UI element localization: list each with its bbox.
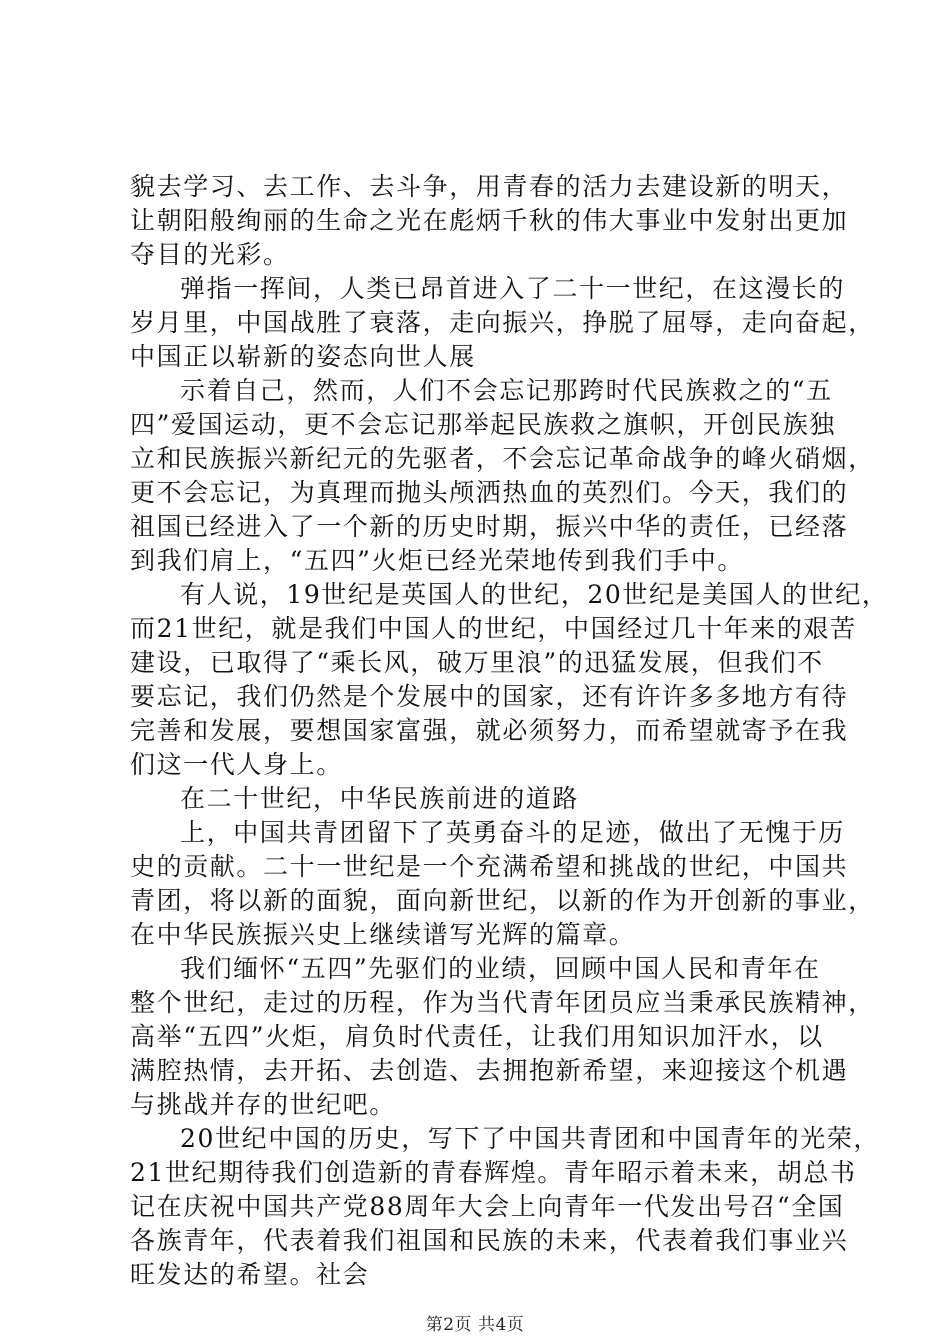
text-line: 四”爱国运动，更不会忘记那举起民族救之旗帜，开创民族独 [130,410,836,439]
text-line: 貌去学习、去工作、去斗争，用青春的活力去建设新的明天， [130,172,849,201]
text-line: 完善和发展，要想国家富强，就必须努力，而希望就寄予在我 [130,716,849,745]
text-line: 20世纪中国的历史，写下了中国共青团和中国青年的光荣， [180,1124,881,1153]
text-line: 要忘记，我们仍然是个发展中的国家，还有许许多多地方有待 [130,682,849,711]
text-line: 在中华民族振兴史上继续谱写光辉的篇章。 [130,920,636,949]
text-line: 让朝阳般绚丽的生命之光在彪炳千秋的伟大事业中发射出更加 [130,206,849,235]
text-line: 整个世纪，走过的历程，作为当代青年团员应当秉承民族精神， [130,988,875,1017]
text-line: 更不会忘记，为真理而抛头颅洒热血的英烈们。今天，我们的 [130,478,849,507]
text-line: 与挑战并存的世纪吧。 [130,1090,397,1119]
text-line: 我们缅怀“五四”先驱们的业绩，回顾中国人民和青年在 [180,954,821,983]
text-line: 中国正以崭新的姿态向世人展 [130,342,476,371]
page-number-footer: 第2页 共4页 [425,1315,525,1335]
text-line: 满腔热情，去开拓、去创造、去拥抱新希望，来迎接这个机遇 [130,1056,849,1085]
text-line: 有人说，19世纪是英国人的世纪，20世纪是美国人的世纪， [180,580,889,609]
text-line: 各族青年，代表着我们祖国和民族的未来，代表着我们事业兴 [130,1226,849,1255]
text-line: 在二十世纪，中华民族前进的道路 [180,784,580,813]
text-line: 21世纪期待我们创造新的青春辉煌。青年昭示着未来，胡总书 [130,1158,857,1187]
text-line: 弹指一挥间，人类已昂首进入了二十一世纪，在这漫长的 [180,274,846,303]
text-line: 建设，已取得了“乘长风，破万里浪”的迅猛发展，但我们不 [130,648,824,677]
text-line: 史的贡献。二十一世纪是一个充满希望和挑战的世纪，中国共 [130,852,849,881]
text-line: 高举“五四”火炬，肩负时代责任，让我们用知识加汗水，以 [130,1022,824,1051]
text-line: 记在庆祝中国共产党88周年大会上向青年一代发出号召“全国 [130,1192,845,1221]
text-line: 岁月里，中国战胜了衰落，走向振兴，挣脱了屈辱，走向奋起， [130,308,875,337]
text-line: 们这一代人身上。 [130,750,343,779]
text-line: 上，中国共青团留下了英勇奋斗的足迹，做出了无愧于历 [180,818,846,847]
text-line: 祖国已经进入了一个新的历史时期，振兴中华的责任，已经落 [130,512,849,541]
text-line: 青团，将以新的面貌，面向新世纪，以新的作为开创新的事业， [130,886,875,915]
text-line: 夺目的光彩。 [130,240,290,269]
text-line: 旺发达的希望。社会 [130,1260,370,1289]
text-line: 立和民族振兴新纪元的先驱者，不会忘记革命战争的峰火硝烟， [130,444,875,473]
text-line: 到我们肩上，“五四”火炬已经光荣地传到我们手中。 [130,546,744,575]
text-line: 示着自己，然而，人们不会忘记那跨时代民族救之的“五 [180,376,833,405]
text-line: 而21世纪，就是我们中国人的世纪，中国经过几十年来的艰苦 [130,614,857,643]
